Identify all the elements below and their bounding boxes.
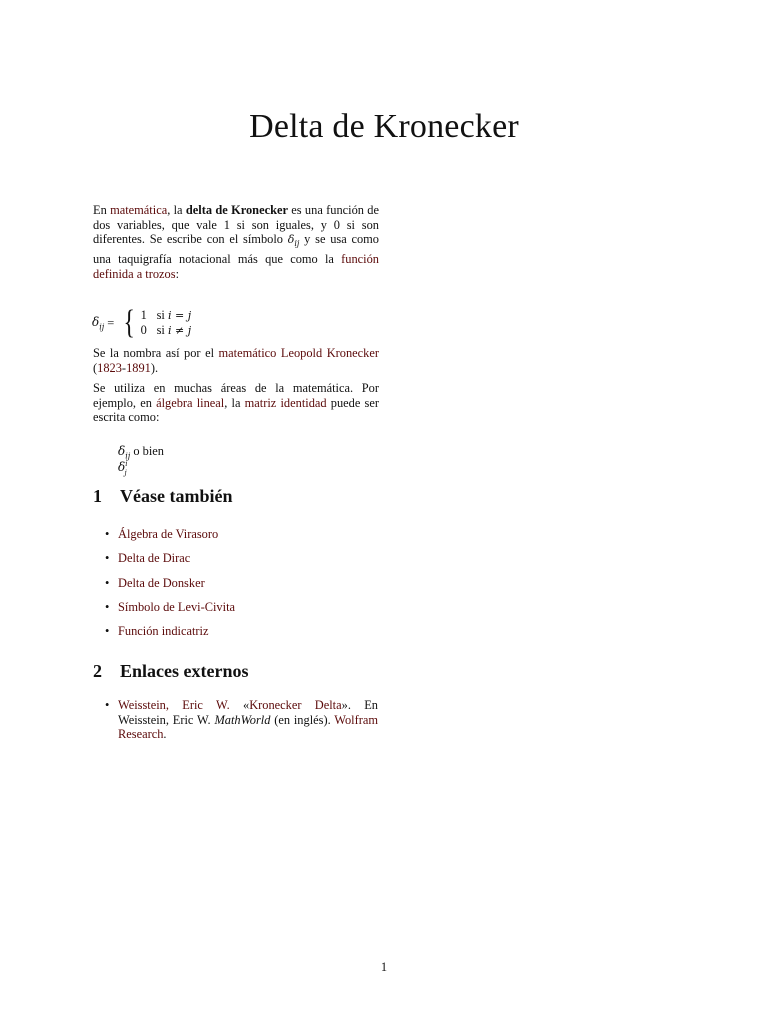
link-1891[interactable]: 1891 [126, 360, 151, 375]
kronecker-formula [92, 306, 191, 340]
section-heading-see-also: 1 Véase también [93, 486, 233, 506]
list-item: • Delta de Dirac [105, 551, 191, 566]
link-matematico[interactable]: matemático [218, 346, 277, 360]
link-algebra-de-virasoro[interactable]: Álgebra de Virasoro [118, 527, 219, 541]
external-links-list [93, 698, 378, 742]
link-leopold-kronecker[interactable]: Leopold Kronecker [280, 346, 379, 360]
link-funcion-indicatriz[interactable]: Función indicatriz [118, 624, 209, 639]
formula-case-2: 0 si i ≠ j [140, 323, 192, 337]
link-weisstein[interactable]: Weisstein, Eric W. [118, 698, 230, 712]
intro-text: En [93, 203, 111, 217]
link-delta-de-donsker[interactable]: Delta de Donsker [118, 575, 205, 590]
formula-lhs: $\delta_{ij}$ [92, 314, 105, 332]
intro-text: y se usa como una taquigrafía notacional más que como la [93, 232, 379, 266]
mathworld-title: MathWorld [214, 712, 271, 727]
link-1823[interactable]: 1823 [97, 360, 122, 375]
formula-brace: { [123, 304, 136, 341]
paragraph-usage: Se utiliza en muchas áreas de la matemática. Por ejemplo, en álgebra lineal, la matriz identidad puede ser escrita como: [93, 381, 380, 425]
intro-paragraph [93, 203, 379, 281]
link-kronecker-delta[interactable]: Kronecker Delta [249, 698, 342, 712]
link-delta-de-dirac[interactable]: Delta de Dirac [118, 551, 191, 566]
list-item: • Función indicatriz [105, 624, 209, 639]
formula-equals: = [107, 315, 115, 330]
see-also-list [93, 522, 383, 643]
delta-notations: $\delta_{ij}$ o bien $\delta^i_j$ [118, 444, 165, 477]
link-simbolo-de-levi-civita[interactable]: Símbolo de Levi-Civita [118, 599, 236, 614]
link-algebra-lineal[interactable]: álgebra lineal [156, 395, 225, 410]
page-title: Delta de Kronecker [249, 108, 519, 145]
link-matriz-identidad[interactable]: matriz identidad [244, 395, 327, 410]
link-funcion-definida-a-trozos[interactable]: función definida a trozos [93, 251, 379, 281]
formula-cases [141, 308, 192, 339]
formula-case-1: 1 si i = j [140, 307, 192, 322]
list-item: • Weisstein, Eric W. «Kronecker Delta». En Weisstein, Eric W. MathWorld (en inglés). Wolfram Research. [105, 698, 378, 742]
intro-text: : [175, 266, 180, 281]
page-number: 1 [380, 960, 388, 974]
link-matematica[interactable]: matemática [110, 203, 168, 217]
delta-symbol: $\delta_{ij}$ [287, 233, 300, 249]
intro-text: es una función de dos variables, que vale 1 si son iguales, y 0 si son diferentes. Se escribe con el símbolo [93, 203, 379, 247]
intro-text: , la [167, 203, 186, 217]
list-item: • Delta de Donsker [105, 575, 205, 590]
section-heading-external-links: 2 Enlaces externos [93, 661, 249, 681]
term-bold: delta de Kronecker [185, 203, 288, 217]
list-item: • Símbolo de Levi-Civita [105, 599, 236, 614]
link-wolfram-research[interactable]: Wolfram Research [118, 712, 378, 742]
list-item: • Álgebra de Virasoro [105, 527, 219, 541]
paragraph-named-after: Se la nombra así por el matemático Leopold Kronecker (1823-1891). [93, 346, 379, 375]
